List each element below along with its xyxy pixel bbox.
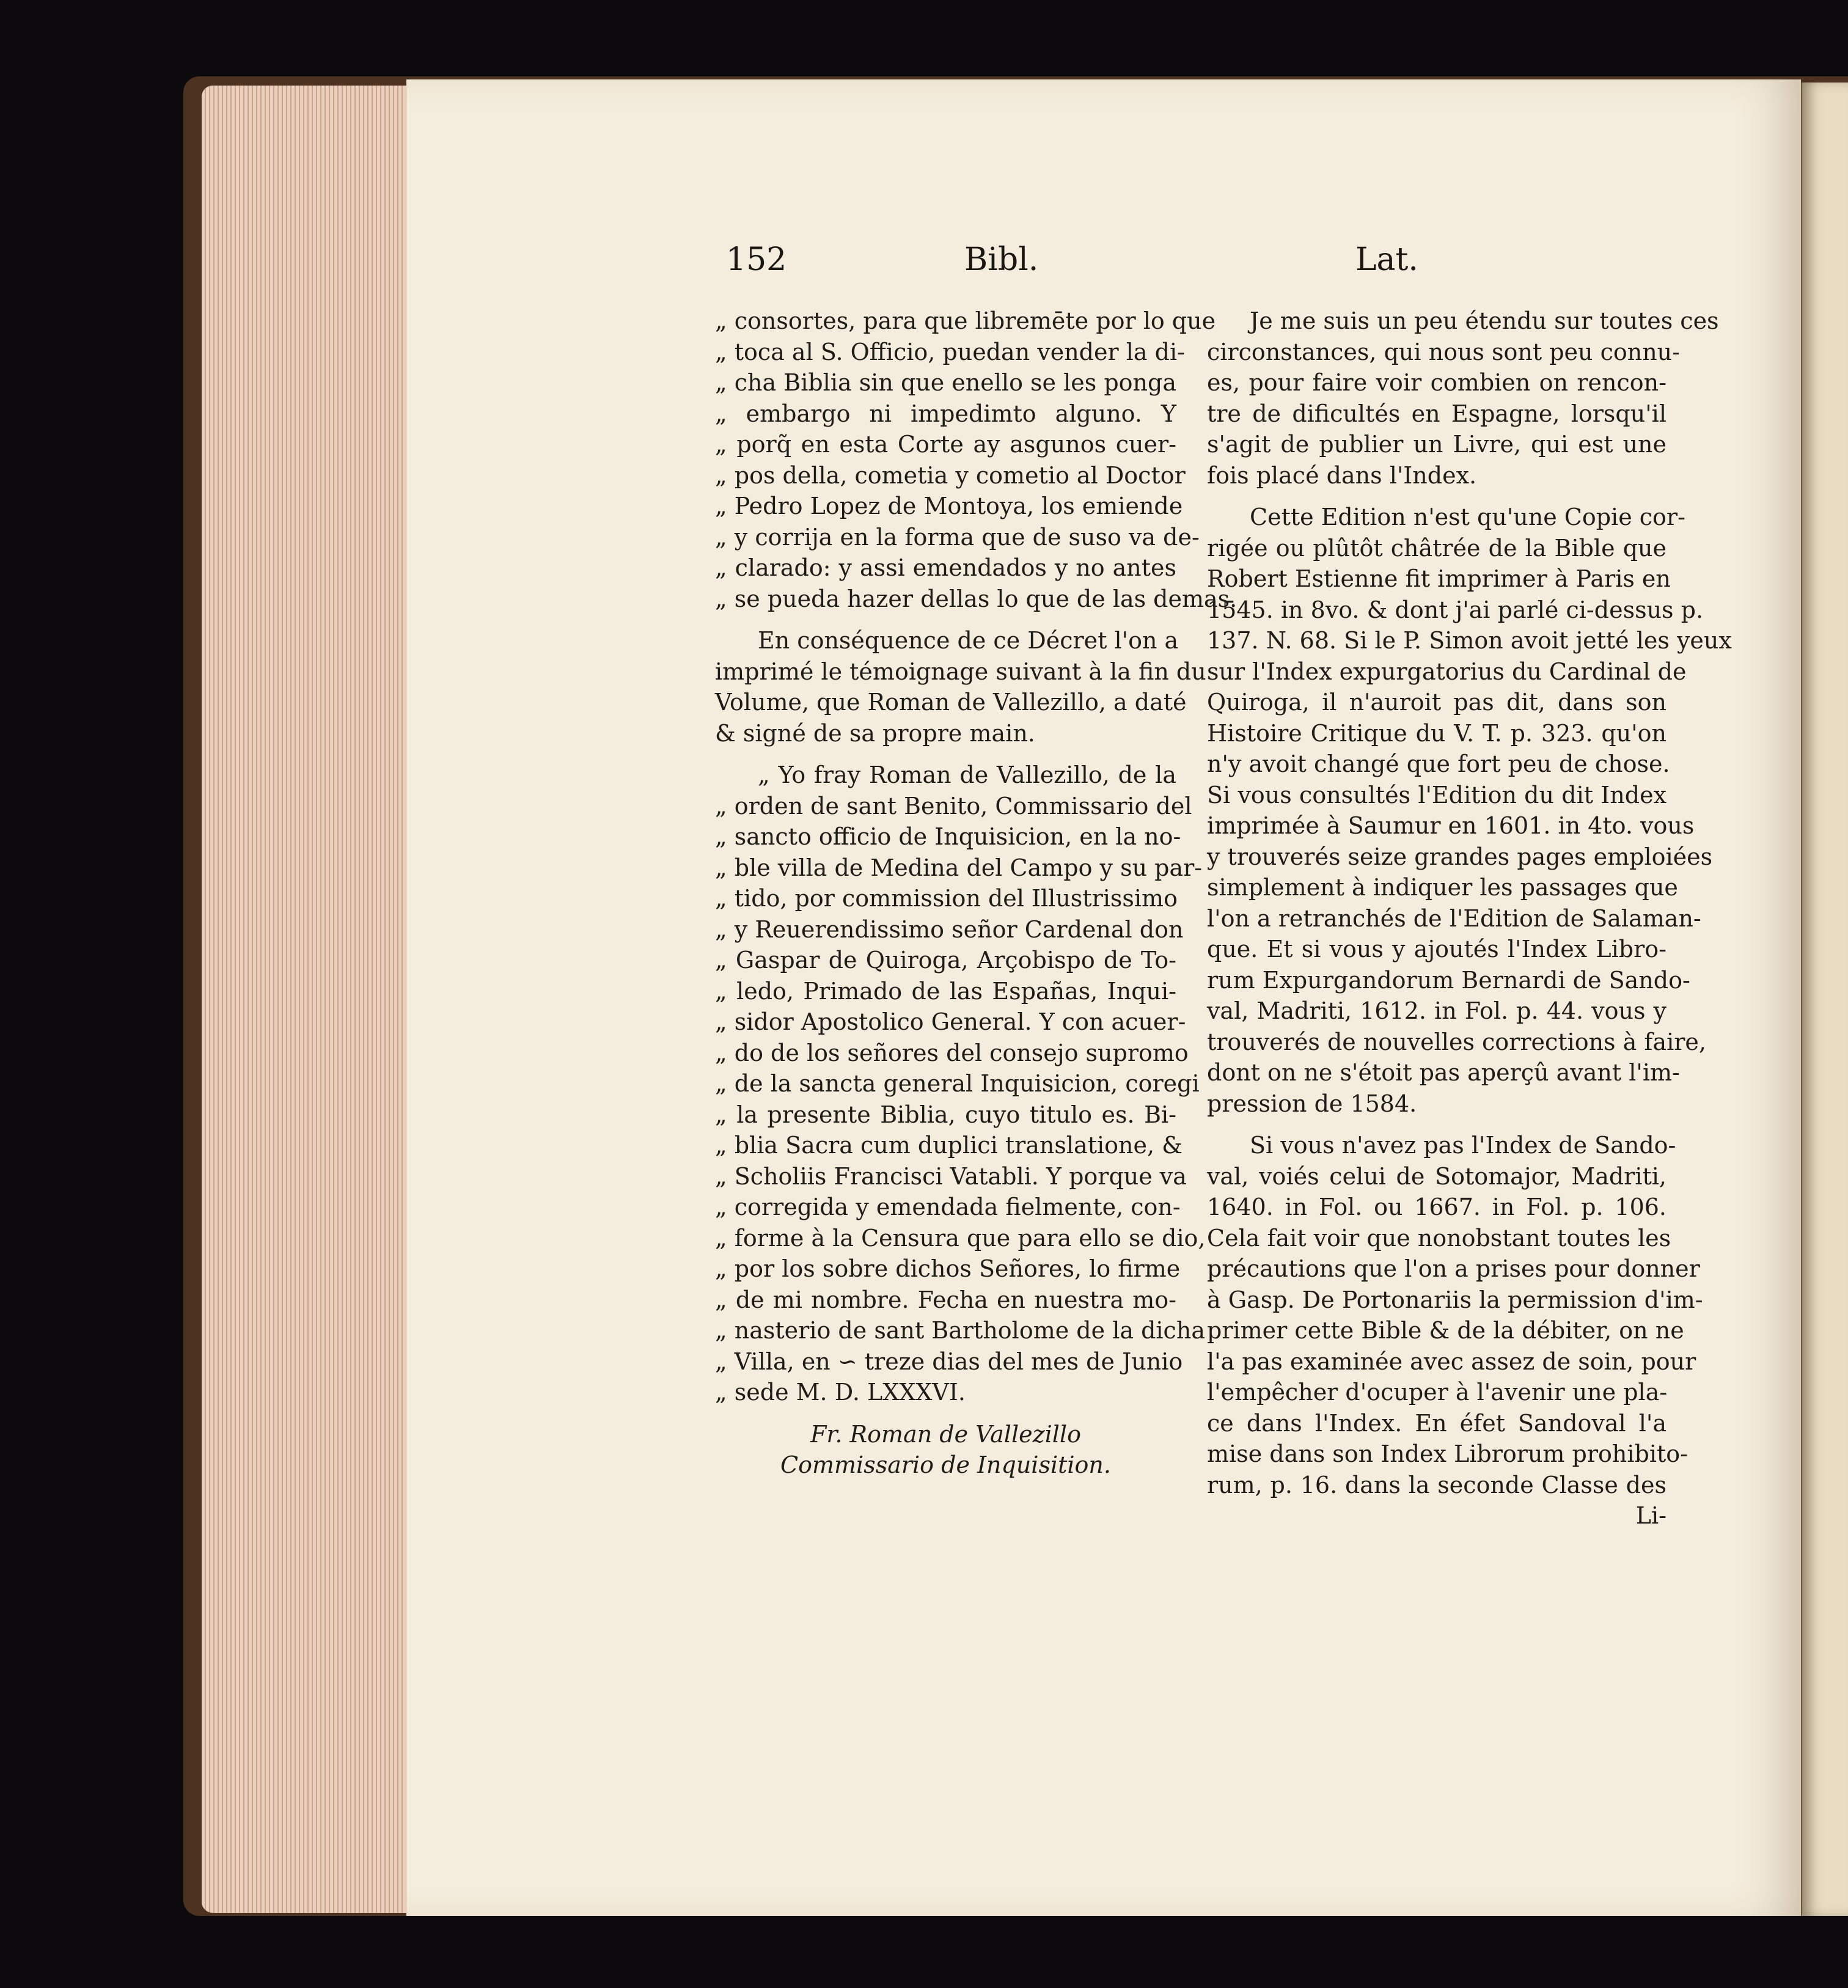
- text-line: es, pour faire voir combien on rencon-: [1207, 369, 1667, 396]
- page-number: 152: [726, 241, 787, 278]
- text-line: „ Scholiis Francisci Vatabli. Y porque va: [715, 1162, 1187, 1190]
- text-line: que. Et si vous y ajoutés l'Index Libro-: [1207, 936, 1667, 963]
- text-line: „ por los sobre dichos Señores, lo firme: [715, 1255, 1181, 1282]
- text-line: rigée ou plûtôt châtrée de la Bible que: [1207, 534, 1667, 562]
- text-line: „ corregida y emendada fielmente, con-: [715, 1194, 1181, 1220]
- text-line: „ ledo, Primado de las Españas, Inqui-: [715, 977, 1176, 1005]
- text-line: „ do de los señores del consejo supromo: [715, 1039, 1189, 1066]
- text-line: 1545. in 8vo. & dont j'ai parlé ci-dessus p.: [1207, 596, 1704, 623]
- text-line: rum, p. 16. dans la seconde Classe des: [1207, 1471, 1667, 1498]
- text-line: „ sidor Apostolico General. Y con acuer-: [715, 1008, 1186, 1035]
- left-column: [715, 306, 1238, 1481]
- text-line: Robert Estienne fit imprimer à Paris en: [1207, 565, 1671, 592]
- text-line: „ Gaspar de Quiroga, Arçobispo de To-: [715, 947, 1176, 974]
- text-line: „ consortes, para que libremēte por lo que: [715, 307, 1216, 334]
- text-line: „ cha Biblia sin que enello se les ponga: [715, 369, 1176, 396]
- text-line: circonstances, qui nous sont peu connu-: [1207, 338, 1680, 365]
- running-title-right: Lat.: [1355, 241, 1418, 278]
- right-column: [1207, 306, 1732, 1531]
- running-title-left: Bibl.: [964, 241, 1039, 278]
- facing-page-edge: [1802, 83, 1848, 1916]
- signature-title: Commissario de Inquisition.: [780, 1451, 1111, 1478]
- text-line: Volume, que Roman de Vallezillo, a daté: [715, 689, 1187, 716]
- text-line: „ sede M. D. LXXXVI.: [715, 1379, 966, 1406]
- text-line: n'y avoit changé que fort peu de chose.: [1207, 750, 1670, 777]
- text-line: „ orden de sant Benito, Commissario del: [715, 792, 1192, 820]
- text-line: „ de mi nombre. Fecha en nuestra mo-: [715, 1286, 1176, 1313]
- text-line: 1640. in Fol. ou 1667. in Fol. p. 106.: [1207, 1194, 1667, 1220]
- text-line: „ Villa, en ∽ treze dias del mes de Junio: [715, 1348, 1183, 1375]
- text-line: „ se pueda hazer dellas lo que de las demas.: [715, 585, 1238, 612]
- text-line: „ tido, por commission del Illustrissimo: [715, 885, 1178, 912]
- text-line: l'empêcher d'ocuper à l'avenir une pla-: [1207, 1379, 1668, 1406]
- text-line: tre de dificultés en Espagne, lorsqu'il: [1207, 400, 1667, 427]
- text-line: „ y corrija en la forma que de suso va de-: [715, 523, 1200, 551]
- text-line: simplement à indiquer les passages que: [1207, 874, 1678, 901]
- text-line: Histoire Critique du V. T. p. 323. qu'on: [1207, 719, 1667, 747]
- text-line: primer cette Bible & de la débiter, on ne: [1207, 1317, 1684, 1344]
- text-line: trouverés de nouvelles corrections à faire,: [1207, 1028, 1706, 1055]
- text-line: „ embargo ni impedimto alguno. Y: [715, 400, 1176, 427]
- text-line: à Gasp. De Portonariis la permission d'im-: [1207, 1286, 1703, 1313]
- text-line: „ sancto officio de Inquisicion, en la no-: [715, 823, 1181, 850]
- text-line: Cela fait voir que nonobstant toutes les: [1207, 1224, 1671, 1252]
- text-line: imprimé le témoignage suivant à la fin du: [715, 658, 1206, 685]
- text-line: „ pos della, cometia y cometio al Doctor: [715, 461, 1186, 489]
- text-line: ce dans l'Index. En éfet Sandoval l'a: [1207, 1409, 1667, 1437]
- text-line: „ Yo fray Roman de Vallezillo, de la: [758, 761, 1176, 788]
- text-line: Je me suis un peu étendu sur toutes ces: [1250, 307, 1719, 334]
- text-line: & signé de sa propre main.: [715, 719, 1035, 747]
- text-line: En conséquence de ce Décret l'on a: [758, 627, 1179, 654]
- text-line: sur l'Index expurgatorius du Cardinal de: [1207, 658, 1687, 685]
- text-line: „ la presente Biblia, cuyo titulo es. Bi-: [715, 1101, 1176, 1128]
- catchword: Li-: [1635, 1502, 1667, 1529]
- text-line: „ toca al S. Officio, puedan vender la di-: [715, 338, 1185, 365]
- text-line: y trouverés seize grandes pages emploiées: [1207, 843, 1713, 870]
- text-line: „ nasterio de sant Bartholome de la dicha: [715, 1317, 1205, 1344]
- text-line: „ porq̃ en esta Corte ay asgunos cuer-: [715, 431, 1176, 458]
- text-line: précautions que l'on a prises pour donner: [1207, 1255, 1700, 1282]
- text-line: rum Expurgandorum Bernardi de Sando-: [1207, 966, 1690, 994]
- text-line: fois placé dans l'Index.: [1207, 461, 1477, 489]
- text-line: „ y Reuerendissimo señor Cardenal don: [715, 915, 1184, 943]
- text-line: val, Madriti, 1612. in Fol. p. 44. vous y: [1207, 997, 1667, 1024]
- text-line: mise dans son Index Librorum prohibito-: [1207, 1440, 1688, 1467]
- text-line: „ ble villa de Medina del Campo y su par-: [715, 854, 1203, 881]
- text-line: „ Pedro Lopez de Montoya, los emiende: [715, 493, 1183, 519]
- text-line: val, voiés celui de Sotomajor, Madriti,: [1207, 1162, 1667, 1190]
- text-line: Si vous consultés l'Edition du dit Index: [1207, 781, 1667, 809]
- page-edges: [202, 86, 413, 1913]
- text-line: Quiroga, il n'auroit pas dit, dans son: [1207, 689, 1667, 716]
- text-line: „ blia Sacra cum duplici translatione, &: [715, 1132, 1182, 1159]
- text-line: dont on ne s'étoit pas aperçû avant l'im-: [1207, 1059, 1680, 1086]
- text-line: imprimée à Saumur en 1601. in 4to. vous: [1207, 812, 1695, 839]
- text-line: l'on a retranchés de l'Edition de Salaman-: [1207, 904, 1701, 932]
- text-line: „ de la sancta general Inquisicion, coregi: [715, 1070, 1200, 1097]
- text-line: Cette Edition n'est qu'une Copie cor-: [1250, 504, 1685, 530]
- text-line: „ forme à la Censura que para ello se dio,: [715, 1224, 1206, 1252]
- text-line: s'agit de publier un Livre, qui est une: [1207, 431, 1667, 458]
- text-line: l'a pas examinée avec assez de soin, pour: [1207, 1348, 1696, 1375]
- signature-name: Fr. Roman de Vallezillo: [810, 1420, 1081, 1448]
- text-line: Si vous n'avez pas l'Index de Sando-: [1250, 1132, 1676, 1159]
- text-line: „ clarado: y assi emendados y no antes: [715, 554, 1176, 581]
- text-line: 137. N. 68. Si le P. Simon avoit jetté les yeux: [1207, 627, 1732, 654]
- text-line: pression de 1584.: [1207, 1090, 1417, 1117]
